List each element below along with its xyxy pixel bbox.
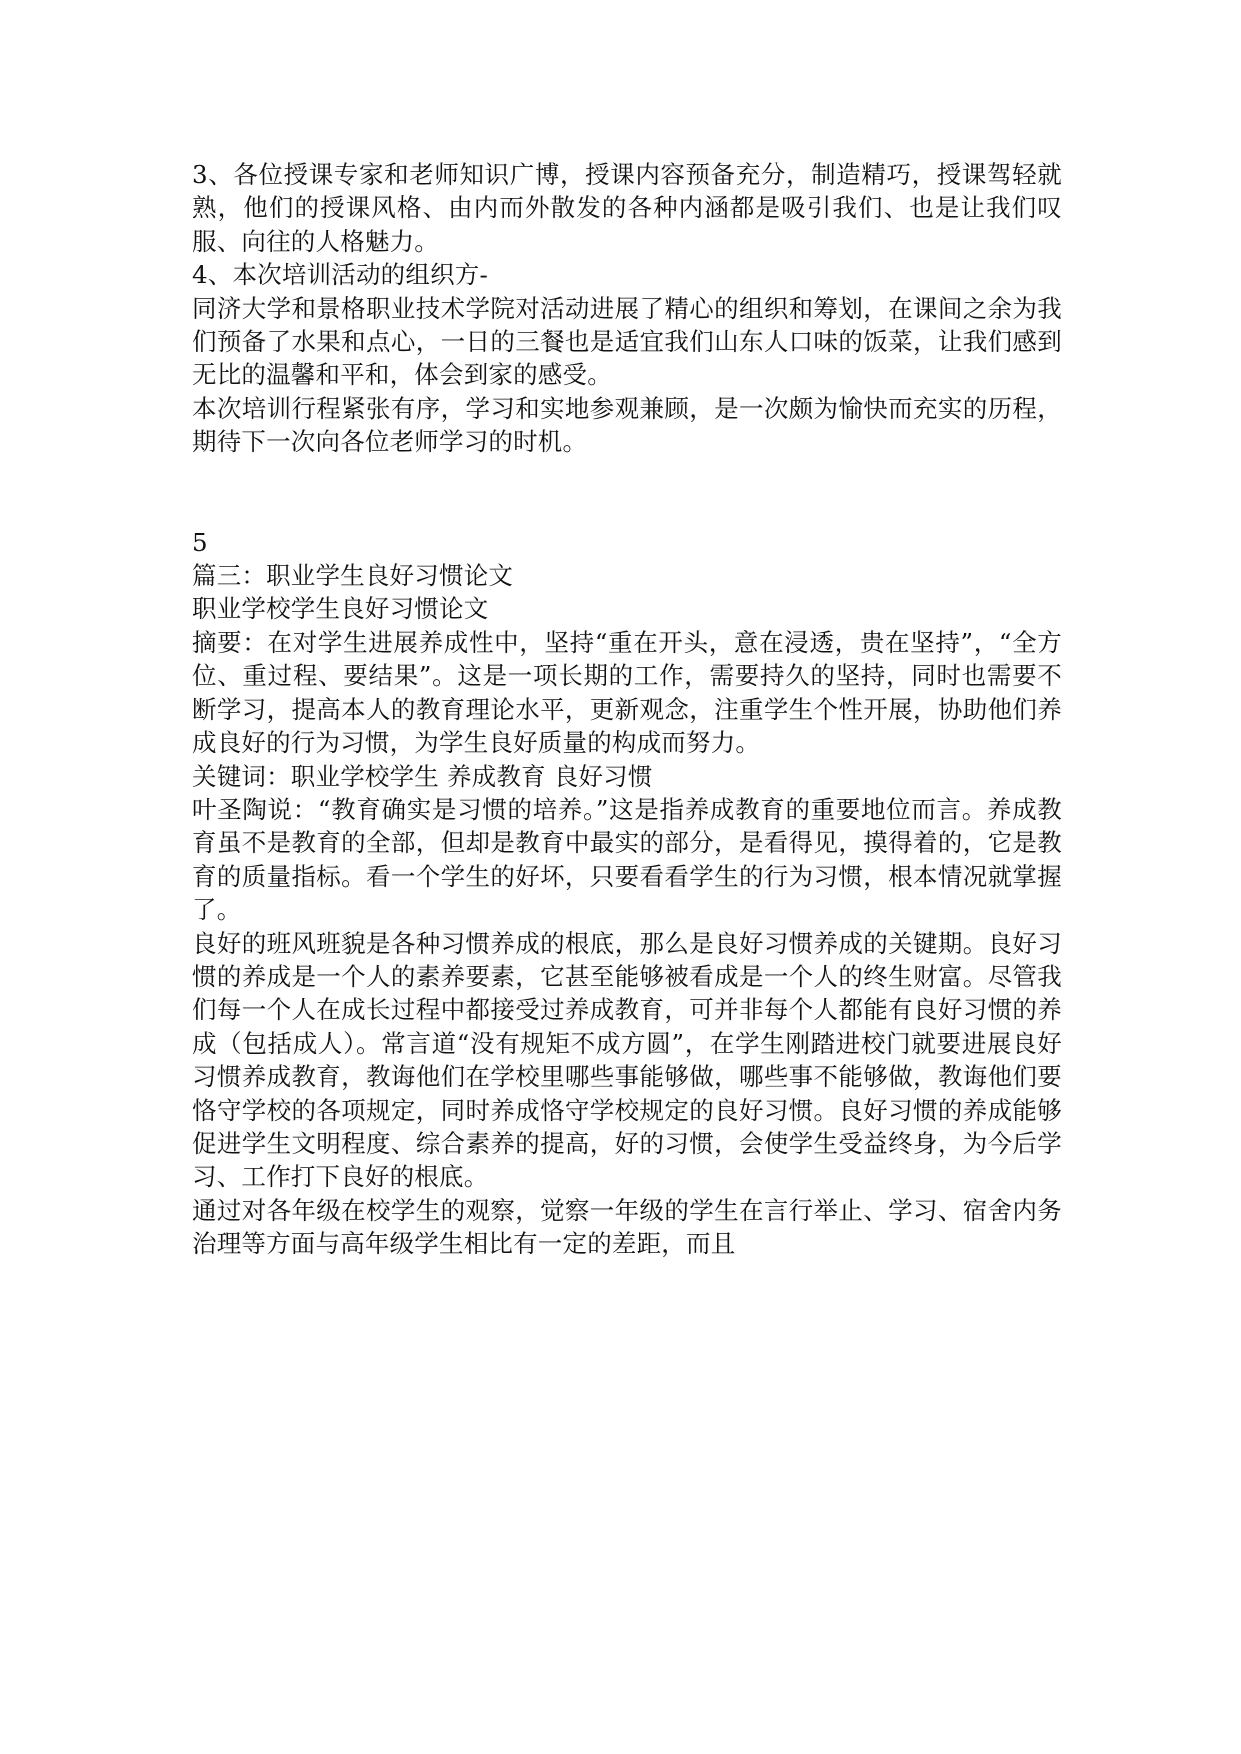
paragraph-class-spirit: 良好的班风班貌是各种习惯养成的根底，那么是良好习惯养成的关键期。良好习惯的养成是一个人的素养要素，它甚至能够被看成是一个人的终生财富。尽管我们每一个人在成长过程中都接受过养成教育，可并非每个人都能有良好习惯的养成（包括成人）。常言道“没有规矩不成方圆”，在学生刚踏进校门就要进展良好习惯养成教育，教诲他们在学校里哪些事能够做，哪些事不能够做，教诲他们要恪守学校的各项规定，同时养成恪守学校规定的良好习惯。良好习惯的养成能够促进学生文明程度、综合素养的提高，好的习惯，会使学生受益终身，为今后学习、工作打下良好的根底。	[192, 928, 1062, 1192]
document-body	[192, 158, 1062, 1261]
paragraph-summary: 本次培训行程紧张有序，学习和实地参观兼顾，是一次颇为愉快而充实的历程，期待下一次向各位老师学习的时机。	[192, 393, 1062, 457]
paragraph-point-3: 3、各位授课专家和老师知识广博，授课内容预备充分，制造精巧，授课驾轻就熟，他们的授课风格、由内而外散发的各种内涵都是吸引我们、也是让我们叹服、向往的人格魅力。	[192, 160, 1062, 256]
section-gap	[192, 459, 1062, 526]
page-number: 5	[192, 527, 208, 557]
paragraph-organizer: 同济大学和景格职业技术学院对活动进展了精心的组织和筹划，在课间之余为我们预备了水果和点心，一日的三餐也是适宜我们山东人口味的饭菜，让我们感到无比的温馨和平和，体会到家的感受。	[192, 293, 1062, 390]
paragraph-ye-shengtao: 叶圣陶说：“教育确实是习惯的培养。”这是指养成教育的重要地位而言。养成教育虽不是教育的全部，但却是教育中最实的部分，是看得见，摸得着的，它是教育的质量指标。看一个学生的好坏，只要看看学生的行为习惯，根本情况就掌握了。	[192, 794, 1062, 925]
keywords: 关键词：职业学校学生 养成教育 良好习惯	[192, 761, 653, 791]
abstract: 摘要：在对学生进展养成性中，坚持“重在开头，意在浸透，贵在坚持”，“全方位、重过程、要结果”。这是一项长期的工作，需要持久的坚持，同时也需要不断学习，提高本人的教育理论水平，更新观念，注重学生个性开展，协助他们养成良好的行为习惯，为学生良好质量的构成而努力。	[192, 627, 1062, 758]
section-heading: 篇三：职业学生良好习惯论文	[192, 561, 514, 591]
paragraph-point-4: 4、本次培训活动的组织方-	[192, 260, 488, 290]
paragraph-observation: 通过对各年级在校学生的观察，觉察一年级的学生在言行举止、学习、宿舍内务治理等方面与高年级学生相比有一定的差距，而且	[192, 1195, 1062, 1259]
paper-title: 职业学校学生良好习惯论文	[192, 594, 489, 624]
